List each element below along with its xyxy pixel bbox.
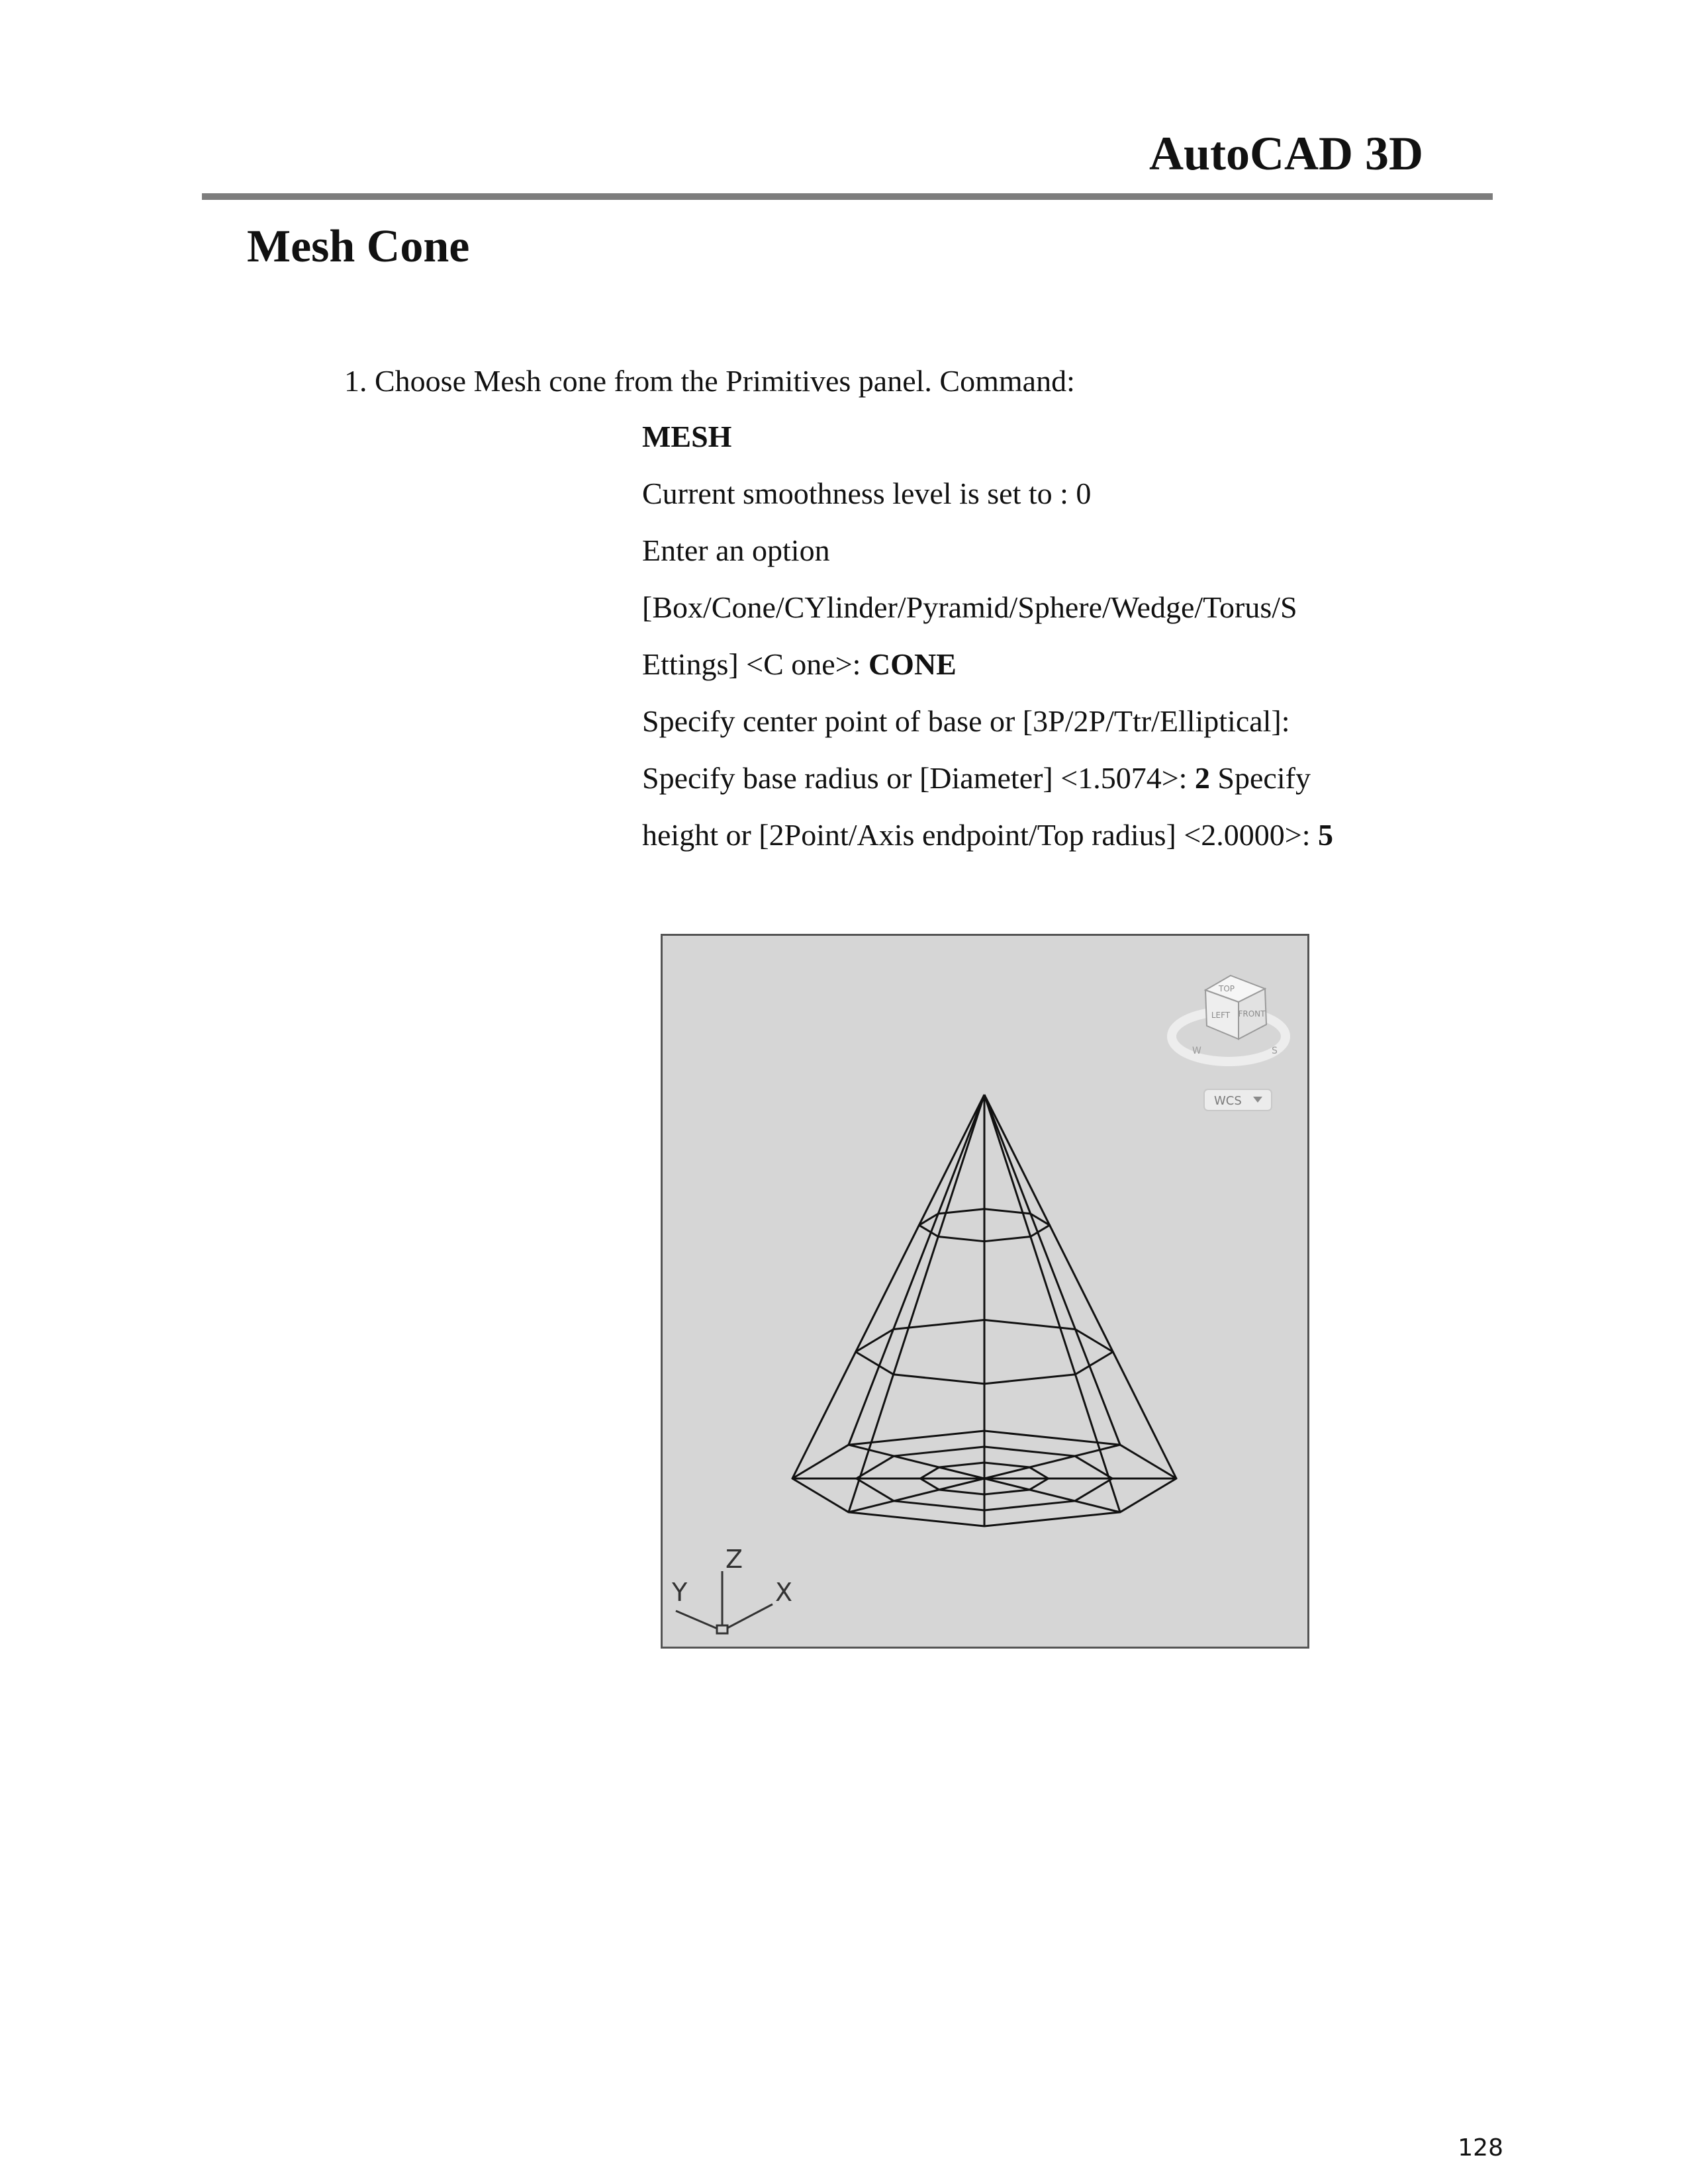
header-rule — [202, 193, 1493, 200]
options-line-1: [Box/Cone/CYlinder/Pyramid/Sphere/Wedge/Torus/S — [642, 590, 1297, 624]
cone-base-spoke-1 — [984, 1479, 1120, 1512]
smoothness-line: Current smoothness level is set to : 0 — [642, 477, 1092, 510]
options-input: CONE — [868, 647, 957, 681]
viewcube-top-label: TOP — [1218, 984, 1235, 993]
cone-generator-5 — [849, 1095, 984, 1445]
section-title: Mesh Cone — [247, 221, 470, 272]
center-prompt-line: Specify center point of base or [3P/2P/Ttr/Elliptical]: — [642, 704, 1290, 738]
radius-line — [642, 758, 1516, 815]
command-name: MESH — [642, 420, 732, 453]
options-prompt: Ettings] <C one>: — [642, 647, 868, 681]
radius-input: 2 — [1194, 761, 1210, 795]
viewport-drawing — [663, 936, 1307, 1647]
ucs-icon — [676, 1571, 773, 1633]
height-prompt: height or [2Point/Axis endpoint/Top radius] <2.0000>: — [642, 818, 1318, 852]
step-number: 1. — [344, 364, 367, 398]
mesh-cone-wireframe — [792, 1095, 1176, 1526]
command-listing — [642, 417, 1516, 872]
ucs-z-label: Z — [726, 1545, 743, 1574]
cone-generator-7 — [984, 1095, 1120, 1445]
viewcube — [1172, 976, 1286, 1111]
wcs-label: WCS — [1214, 1094, 1242, 1108]
ucs-x-label: X — [775, 1578, 793, 1607]
cone-generator-0 — [984, 1095, 1176, 1479]
cone-base-spoke-7 — [984, 1445, 1120, 1479]
cone-generator-4 — [792, 1095, 984, 1479]
radius-after: Specify — [1209, 761, 1311, 795]
viewcube-front-label: FRONT — [1238, 1009, 1266, 1019]
ucs-y-label: Y — [672, 1578, 688, 1607]
compass-s-label: S — [1272, 1046, 1278, 1056]
page-number: 128 — [1458, 2134, 1503, 2161]
viewcube-left-label: LEFT — [1211, 1011, 1231, 1020]
options-line-2 — [642, 645, 1516, 702]
running-header: AutoCAD 3D — [1149, 127, 1423, 180]
step-text: Choose Mesh cone from the Primitives panel. Command: — [375, 364, 1075, 398]
step-1 — [344, 363, 1075, 399]
height-input: 5 — [1317, 818, 1333, 852]
radius-prompt: Specify base radius or [Diameter] <1.5074>: — [642, 761, 1195, 795]
compass-w-label: W — [1192, 1046, 1201, 1056]
cone-base-spoke-5 — [849, 1445, 984, 1479]
enter-option-line: Enter an option — [642, 533, 830, 567]
height-line — [642, 815, 1516, 872]
autocad-viewport-screenshot — [661, 934, 1309, 1649]
cone-base-spoke-3 — [849, 1479, 984, 1512]
